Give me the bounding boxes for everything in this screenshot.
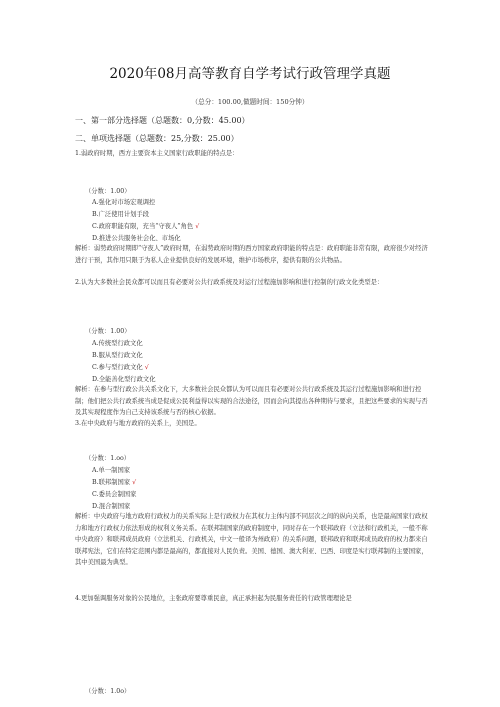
option-text: C.参与型行政文化 [92, 364, 143, 371]
correct-check-icon: √ [195, 223, 200, 230]
answer-option [92, 209, 149, 218]
option-text: A.传统型行政文化 [92, 340, 143, 347]
question-stem: 1.弱政府时期，西方主要资本主义国家行政职能的特点是： [75, 150, 239, 157]
answer-analysis: 解析：中央政府与地方政府行政权力的关系实际上是行政权力在其权力主体内部不同层次之间的纵向关系，也是最高国家行政权力和地方行政权力依法形成的权利义务关系。在联邦制国家的政府制度中，同时存在一个联邦政府（立法和行政机关，一般不称中央政府）和联邦成员政府（立法机关、行政机关，中文一般译为州政府）的关系问题，联邦政府和联邦成员政府的权力都来自联邦宪法，它们在特定范围内都是最高的，都直接对人民负责。美国、德国、澳大利亚、巴西、印度是实行联邦制的主要国家，其中美国最为典型。 [75, 513, 428, 567]
option-text: A.单一制国家 [92, 467, 131, 474]
option-text: C.政府职能有限，充当“守夜人”角色 [92, 223, 194, 230]
option-text: B.广泛使用计划手段 [92, 211, 150, 218]
question-score: （分数：1.0o） [85, 688, 131, 695]
question-stem: 4.更加强调服务对象的公民地位，主张政府要尊重民意，真正承担起为民服务责任的行政管理理论是 [75, 595, 352, 602]
answer-option [92, 233, 181, 242]
option-text: A.强化对市场宏观调控 [92, 199, 156, 206]
answer-analysis: 解析：在参与型行政公共关系文化下，大多数社会民众都认为可以而且有必要对公共行政系统及其运行过程施加影响和进行控制；他们把公共行政系统当成是促成公民利益得以实现的合法途径，因而会向其提出各种期待与要求，且把这些要求的实现与否及其实现程度作为自己支持该系统与否的核心依据。 [75, 386, 428, 417]
answer-option [92, 197, 155, 206]
question-score: （分数：1.oo） [85, 455, 131, 462]
option-text: D.推进公共服务社会化、市场化 [92, 235, 181, 242]
option-text: B.联邦制国家 [92, 479, 131, 486]
option-text: B.服从型行政文化 [92, 352, 143, 359]
answer-option [92, 221, 199, 230]
page-subtitle: （总分：100.00,做题时间：150分钟） [191, 98, 309, 106]
answer-option [92, 338, 143, 347]
answer-option [92, 362, 149, 371]
correct-check-icon: √ [144, 364, 149, 371]
question-score: （分数：1.00） [85, 328, 131, 335]
answer-option [92, 489, 136, 498]
question-stem: 3.在中央政府与地方政府的关系上，美国是。 [75, 420, 201, 427]
page-title: 2020年08月高等教育自学考试行政管理学真题 [109, 66, 391, 82]
question-score: （分数：1.00） [85, 188, 131, 195]
answer-option [92, 477, 136, 486]
option-text: C.委员会制国家 [92, 491, 137, 498]
answer-option [92, 501, 130, 510]
section-heading: 一、第一部分选择题（总题数：0,分数：45.00） [75, 116, 250, 125]
option-text: D.混合制国家 [92, 503, 131, 510]
answer-analysis: 解析：弱势政府时期即“守夜人”政府时期，在弱势政府时期的西方国家政府职能的特点是：政府职能非常有限，政府很少对经济进行干预，其作用只限于为私人企业提供良好的发展环境，维护市场秩序，提供有限的公共物品。 [75, 245, 428, 264]
answer-option [92, 374, 156, 383]
answer-option [92, 465, 130, 474]
correct-check-icon: √ [132, 479, 137, 486]
answer-option [92, 350, 143, 359]
question-stem: 2.认为大多数社会民众都可以而且有必要对公共行政系统及对运行过程施加影响和进行控制的行政文化类型是： [75, 279, 384, 286]
section-heading: 二、单项选择题（总题数：25,分数：25.00） [75, 134, 239, 143]
option-text: D.全能善化型行政文化 [92, 376, 156, 383]
